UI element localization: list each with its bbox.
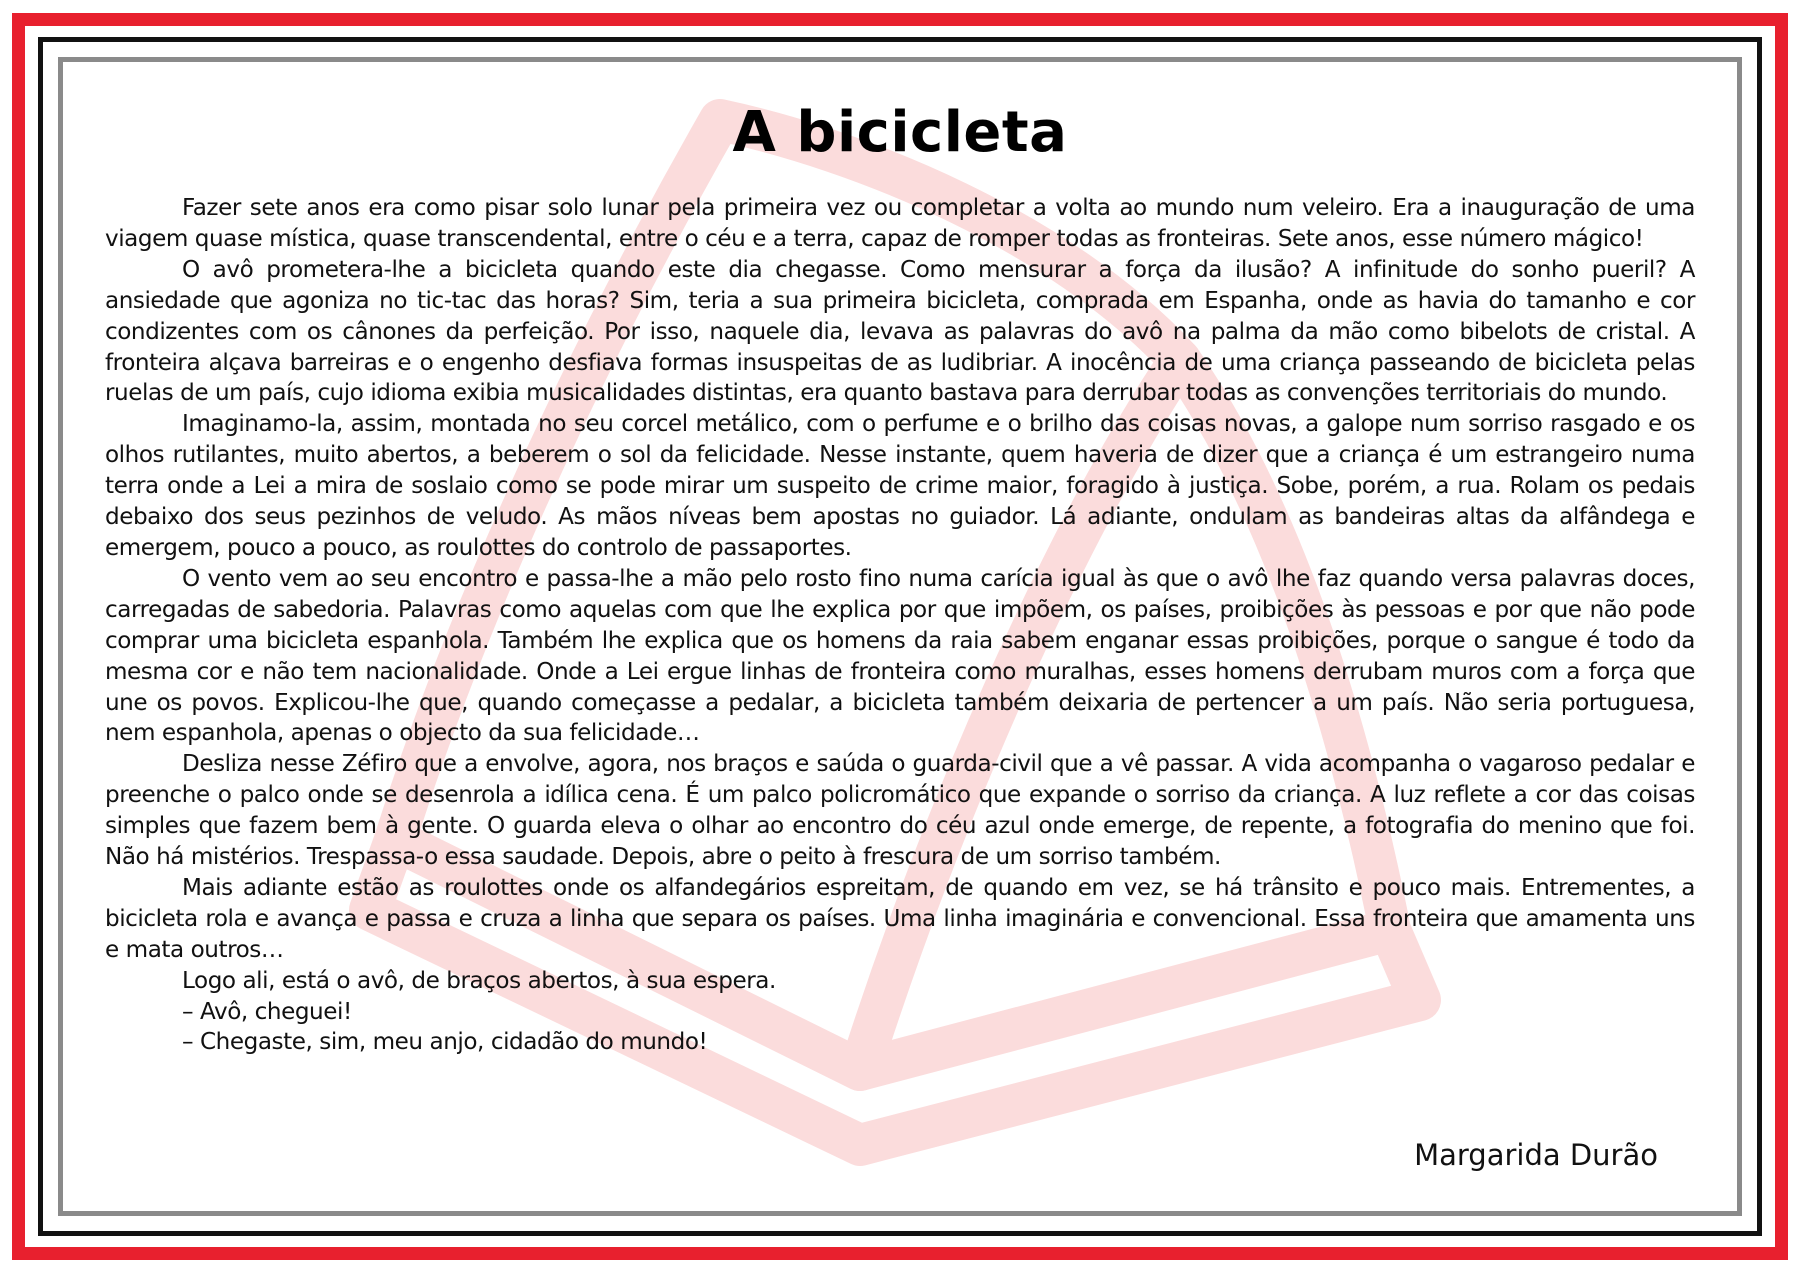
paragraph: Imaginamo-la, assim, montada no seu corcel metálico, com o perfume e o brilho das coisas novas, a galope num sorriso rasgado e os olhos rutilantes, muito abertos, a beberem o sol da felicidade. Nesse instante, quem haveria de dizer que a criança é um estrangeiro numa terra onde a Lei a mira de soslaio como se pode mirar um suspeito de crime maior, foragido à justiça. Sobe, porém, a rua. Rolam os pedais debaixo dos seus pezinhos de veludo. As mãos níveas bem apostas no guiador. Lá adiante, ondulam as bandeiras altas da alfândega e emergem, pouco a pouco, as roulottes do controlo de passaportes. xyxy=(105,411,1695,561)
document xyxy=(105,95,1695,1195)
paragraph: – Chegaste, sim, meu anjo, cidadão do mundo! xyxy=(182,1029,708,1056)
paragraph: O avô prometera-lhe a bicicleta quando este dia chegasse. Como mensurar a força da ilusão? A infinitude do sonho pueril? A ansiedade que agoniza no tic-tac das horas? Sim, teria a sua primeira bicicleta, comprada em Espanha, onde as havia do tamanho e cor condizentes com os cânones da perfeição. Por isso, naquele dia, levava as palavras do avô na palma da mão como bibelots de cristal. A fronteira alçava barreiras e o engenho desfiava formas insuspeitas de as ludibriar. A inocência de uma criança passeando de bicicleta pelas ruelas de um país, cujo idioma exibia musicalidades distintas, era quanto bastava para derrubar todas as convenções territoriais do mundo. xyxy=(105,256,1695,407)
document-body xyxy=(105,193,1695,1058)
paragraph: Desliza nesse Zéfiro que a envolve, agora, nos braços e saúda o guarda-civil que a vê passar. A vida acompanha o vagaroso pedalar e preenche o palco onde se desenrola a idílica cena. É um palco policromático que expande o sorriso da criança. A luz reflete a cor das coisas simples que fazem bem à gente. O guarda eleva o olhar ao encontro do céu azul onde emerge, de repente, a fotografia do menino que foi. Não há mistérios. Trespassa-o essa saudade. Depois, abre o peito à frescura de um sorriso também. xyxy=(105,751,1695,871)
author-signature: Margarida Durão xyxy=(1414,1138,1658,1172)
paragraph: Logo ali, está o avô, de braços abertos, à sua espera. xyxy=(182,967,776,994)
paragraph: O vento vem ao seu encontro e passa-lhe a mão pelo rosto fino numa carícia igual às que o avô lhe faz quando versa palavras doces, carregadas de sabedoria. Palavras como aquelas com que lhe explica por que impõem, os países, proibições às pessoas e por que não pode comprar uma bicicleta espanhola. Também lhe explica que os homens da raia sabem enganar essas proibições, porque o sangue é todo da mesma cor e não tem nacionalidade. Onde a Lei ergue linhas de fronteira como muralhas, esses homens derrubam muros com a força que une os povos. Explicou-lhe que, quando começasse a pedalar, a bicicleta também deixaria de pertencer a um país. Não seria portuguesa, nem espanhola, apenas o objecto da sua felicidade… xyxy=(105,565,1695,747)
paragraph: Fazer sete anos era como pisar solo lunar pela primeira vez ou completar a volta ao mundo num veleiro. Era a inauguração de uma viagem quase mística, quase transcendental, entre o céu e a terra, capaz de romper todas as fronteiras. Sete anos, esse número mágico! xyxy=(105,195,1695,252)
paragraph: Mais adiante estão as roulottes onde os alfandegários espreitam, de quando em vez, se há trânsito e pouco mais. Entrementes, a bicicleta rola e avança e passa e cruza a linha que separa os países. Uma linha imaginária e convencional. Essa fronteira que amamenta uns e mata outros… xyxy=(105,874,1695,963)
paragraph: – Avô, cheguei! xyxy=(182,998,352,1025)
document-title: A bicicleta xyxy=(732,100,1068,165)
